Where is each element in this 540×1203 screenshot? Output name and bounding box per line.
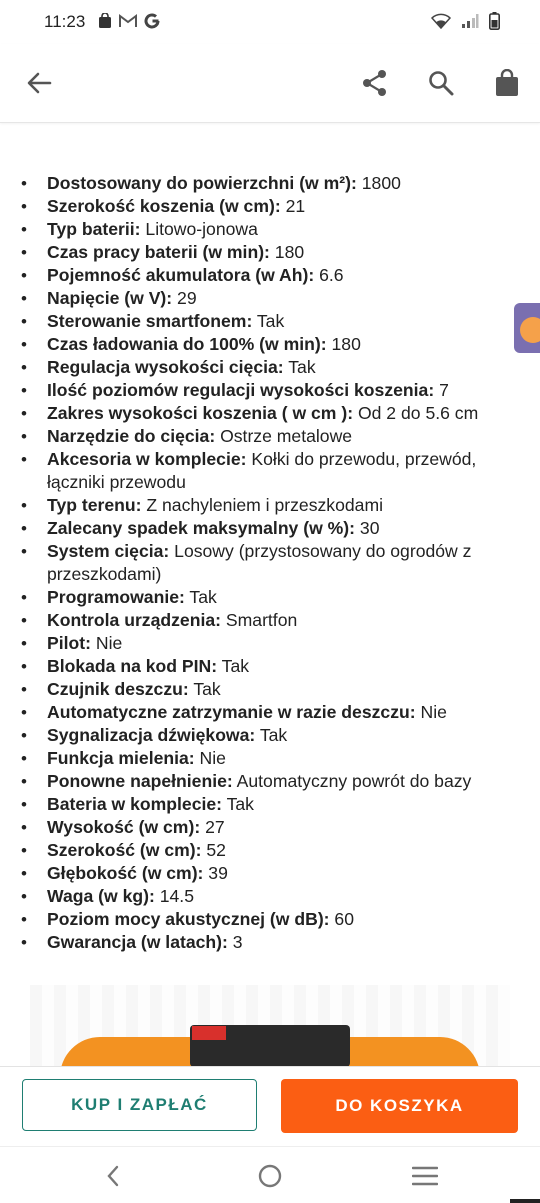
status-system-icons [431, 12, 500, 35]
nav-home-icon [257, 1163, 283, 1189]
spec-key: Regulacja wysokości cięcia: [47, 357, 284, 377]
spec-item [0, 793, 540, 816]
spec-value: 52 [201, 840, 226, 860]
spec-item [0, 632, 540, 655]
spec-item [0, 586, 540, 609]
spec-value: 60 [329, 909, 354, 929]
spec-value: 39 [203, 863, 228, 883]
spec-key: Ponowne napełnienie: [47, 771, 233, 791]
arrow-left-icon [26, 71, 52, 95]
spec-value: 27 [200, 817, 225, 837]
spec-key: Czujnik deszczu: [47, 679, 189, 699]
spec-key: Zakres wysokości koszenia ( w cm ): [47, 403, 354, 423]
spec-key: Programowanie: [47, 587, 185, 607]
spec-item [0, 724, 540, 747]
spec-key: Głębokość (w cm): [47, 863, 204, 883]
spec-key: Typ baterii: [47, 219, 141, 239]
spec-key: Narzędzie do cięcia: [47, 426, 216, 446]
spec-key: Sygnalizacja dźwiękowa: [47, 725, 256, 745]
spec-key: Waga (w kg): [47, 886, 155, 906]
spec-item [0, 310, 540, 333]
spec-value: Tak [188, 679, 221, 699]
spec-key: Wysokość (w cm): [47, 817, 201, 837]
assistant-icon [520, 317, 540, 343]
spec-value: Tak [283, 357, 316, 377]
nav-recents-button[interactable] [410, 1161, 440, 1191]
spec-value: 21 [280, 196, 306, 216]
nav-home-button[interactable] [255, 1161, 285, 1191]
spec-item [0, 172, 540, 195]
search-icon [428, 70, 454, 96]
spec-item [0, 402, 540, 425]
share-button[interactable] [358, 66, 392, 100]
spec-key: Napięcie (w V): [47, 288, 173, 308]
spec-item [0, 517, 540, 540]
spec-key: Szerokość koszenia (w cm): [47, 196, 281, 216]
spec-value: Automatyczny powrót do bazy [232, 771, 472, 791]
spec-item [0, 816, 540, 839]
floating-assistant-tab[interactable] [514, 303, 540, 353]
spec-item [0, 609, 540, 632]
spec-value: 1800 [356, 173, 401, 193]
spec-item [0, 908, 540, 931]
spec-key: Pilot: [47, 633, 91, 653]
spec-key: Automatyczne zatrzymanie w razie deszczu: [47, 702, 416, 722]
spec-value: Litowo-jonowa [140, 219, 258, 239]
spec-key: Bateria w komplecie: [47, 794, 223, 814]
spec-item [0, 931, 540, 954]
spec-value: Smartfon [221, 610, 298, 630]
spec-value: Z nachyleniem i przeszkodami [141, 495, 384, 515]
spec-key: Czas ładowania do 100% (w min): [47, 334, 327, 354]
spec-value: Losowy (przystosowany do ogrodów z przeszkodami) [47, 541, 472, 584]
app-toolbar [0, 44, 540, 123]
spec-key: Ilość poziomów regulacji wysokości koszenia: [47, 380, 435, 400]
spec-value: Kołki do przewodu, przewód, łączniki przewodu [47, 449, 477, 492]
search-button[interactable] [424, 66, 458, 100]
spec-key: Blokada na kod PIN: [47, 656, 218, 676]
spec-value: Nie [415, 702, 447, 722]
spec-value: 14.5 [154, 886, 194, 906]
spec-value: Nie [90, 633, 123, 653]
spec-key: Funkcja mielenia: [47, 748, 195, 768]
shopping-bag-notif-icon [98, 13, 112, 34]
spec-item [0, 379, 540, 402]
system-nav-bar [0, 1146, 540, 1203]
signal-icon [461, 13, 479, 34]
status-bar [0, 0, 540, 44]
spec-value: 6.6 [314, 265, 344, 285]
spec-item [0, 195, 540, 218]
spec-item [0, 218, 540, 241]
spec-value: Tak [255, 725, 288, 745]
spec-item [0, 264, 540, 287]
status-time: 11:23 [44, 12, 86, 31]
battery-icon [489, 12, 500, 35]
spec-value: Tak [217, 656, 250, 676]
cart-button[interactable] [490, 66, 524, 100]
spec-item [0, 494, 540, 517]
spec-item [0, 655, 540, 678]
spec-key: System cięcia: [47, 541, 170, 561]
spec-value: Ostrze metalowe [215, 426, 353, 446]
product-image [0, 985, 540, 1067]
spec-key: Gwarancja (w latach): [47, 932, 228, 952]
nav-back-button[interactable] [98, 1161, 128, 1191]
purchase-bar [0, 1066, 540, 1147]
nav-back-icon [105, 1164, 121, 1188]
back-button[interactable] [22, 66, 56, 100]
spec-list [0, 172, 540, 954]
spec-item [0, 770, 540, 793]
spec-item [0, 448, 540, 494]
spec-key: Poziom mocy akustycznej (w dB): [47, 909, 330, 929]
spec-item [0, 678, 540, 701]
spec-item [0, 287, 540, 310]
spec-value: Nie [194, 748, 226, 768]
spec-value: 180 [269, 242, 305, 262]
spec-value: 30 [355, 518, 380, 538]
status-notification-icons [98, 13, 160, 34]
spec-value: Tak [184, 587, 217, 607]
spec-value: Tak [252, 311, 285, 331]
add-to-cart-button[interactable]: DO KOSZYKA [281, 1079, 518, 1133]
spec-item [0, 701, 540, 724]
gmail-icon [119, 14, 137, 33]
spec-key: Akcesoria w komplecie: [47, 449, 247, 469]
spec-value: 29 [172, 288, 197, 308]
spec-item [0, 747, 540, 770]
spec-key: Sterowanie smartfonem: [47, 311, 253, 331]
spec-item [0, 862, 540, 885]
spec-item [0, 885, 540, 908]
spec-value: 180 [326, 334, 361, 354]
spec-value: 7 [434, 380, 449, 400]
spec-key: Szerokość (w cm): [47, 840, 202, 860]
share-icon [361, 69, 389, 97]
google-icon [144, 13, 160, 34]
nav-recents-icon [412, 1165, 438, 1187]
spec-key: Kontrola urządzenia: [47, 610, 221, 630]
spec-key: Dostosowany do powierzchni (w m²): [47, 173, 357, 193]
spec-item [0, 356, 540, 379]
spec-value: Tak [222, 794, 254, 814]
spec-item [0, 425, 540, 448]
wifi-icon [431, 13, 451, 34]
spec-item [0, 241, 540, 264]
product-specs [0, 172, 540, 954]
shopping-bag-icon [495, 69, 519, 97]
spec-item [0, 333, 540, 356]
spec-key: Pojemność akumulatora (w Ah): [47, 265, 315, 285]
spec-key: Zalecany spadek maksymalny (w %): [47, 518, 356, 538]
buy-now-button[interactable]: KUP I ZAPŁAĆ [22, 1079, 257, 1131]
spec-key: Czas pracy baterii (w min): [47, 242, 270, 262]
spec-item [0, 540, 540, 586]
spec-key: Typ terenu: [47, 495, 142, 515]
spec-value: Od 2 do 5.6 cm [353, 403, 479, 423]
spec-value: 3 [227, 932, 243, 952]
spec-item [0, 839, 540, 862]
